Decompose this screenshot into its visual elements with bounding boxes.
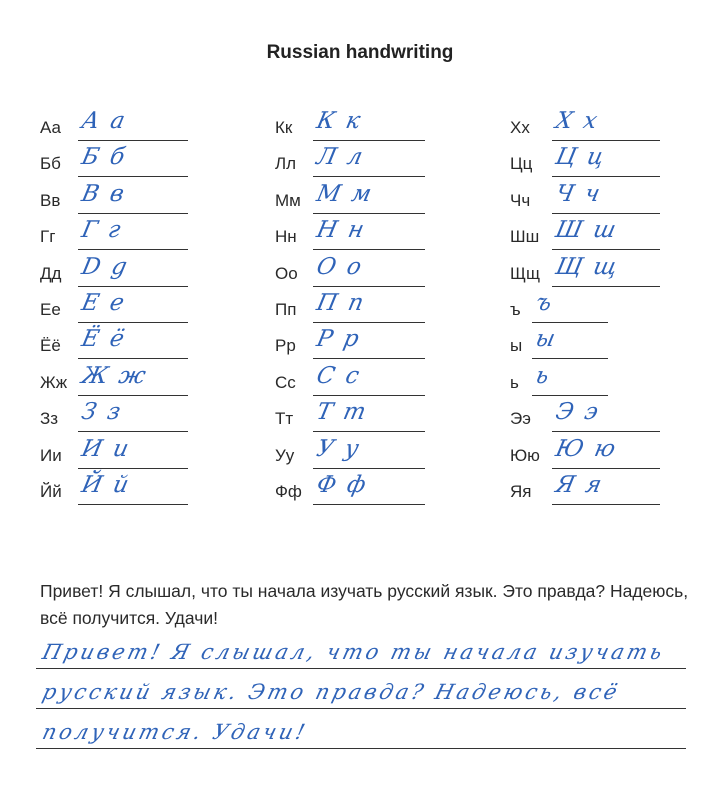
printed-letter: Дд xyxy=(40,263,62,283)
printed-letter: Фф xyxy=(275,481,302,501)
printed-letter: Нн xyxy=(275,227,297,247)
handwritten-line-1: Привет! Я слышал, что ты начала изучать xyxy=(40,640,668,664)
writing-line xyxy=(78,431,188,432)
writing-line xyxy=(552,468,660,469)
writing-line xyxy=(78,140,188,141)
writing-line xyxy=(313,176,425,177)
handwritten-letter: К к xyxy=(314,108,365,134)
printed-letter: Йй xyxy=(40,481,62,501)
writing-line xyxy=(313,504,425,505)
page-title: Russian handwriting xyxy=(266,42,454,63)
letter-row xyxy=(275,471,505,516)
handwritten-letter: У у xyxy=(314,435,364,462)
letter-row xyxy=(275,362,505,407)
writing-line xyxy=(78,322,188,323)
handwritten-letter: Й й xyxy=(79,471,133,498)
writing-line xyxy=(552,213,660,214)
letter-row xyxy=(275,326,505,370)
letter-row xyxy=(510,144,720,188)
handwritten-letter: М м xyxy=(314,180,376,207)
writing-line xyxy=(552,504,660,505)
handwritten-letter: А а xyxy=(79,108,130,134)
writing-line xyxy=(313,431,425,432)
alphabet-column-2 xyxy=(275,108,505,516)
handwriting-underline xyxy=(36,668,686,669)
printed-letter: Жж xyxy=(40,372,68,392)
alphabet-column-3 xyxy=(510,108,720,516)
handwritten-letter: Ш ш xyxy=(553,217,621,244)
handwritten-letter: Н н xyxy=(314,217,369,244)
printed-letter: Лл xyxy=(275,154,297,174)
writing-line xyxy=(313,140,425,141)
letter-row xyxy=(40,326,270,370)
handwritten-letter: Ч ч xyxy=(553,180,605,207)
handwritten-letter: Ё ё xyxy=(79,326,129,353)
handwriting-underline xyxy=(36,748,686,749)
writing-line xyxy=(78,213,188,214)
letter-row xyxy=(510,471,720,516)
writing-line xyxy=(78,286,188,287)
writing-line xyxy=(78,176,188,177)
letter-row xyxy=(275,399,505,443)
handwritten-letter: И и xyxy=(79,435,133,462)
letter-row xyxy=(275,289,505,334)
writing-line xyxy=(532,322,608,323)
handwritten-letter: П п xyxy=(314,289,368,316)
printed-letter: Юю xyxy=(510,445,540,465)
writing-line xyxy=(552,176,660,177)
printed-letter: Ии xyxy=(40,445,62,465)
handwritten-letter: Ц ц xyxy=(553,144,609,171)
printed-letter: Ее xyxy=(40,299,61,319)
letter-row xyxy=(40,435,270,480)
handwritten-letter: ы xyxy=(533,326,560,353)
writing-line xyxy=(313,286,425,287)
writing-line xyxy=(78,395,188,396)
handwritten-line-3: получится. Удачи! xyxy=(40,720,311,744)
writing-line xyxy=(313,395,425,396)
handwritten-letter: Э э xyxy=(553,399,603,426)
writing-line xyxy=(313,358,425,359)
handwritten-letter: З з xyxy=(79,399,125,426)
letter-row xyxy=(510,435,720,480)
letter-row xyxy=(40,144,270,188)
writing-line xyxy=(313,249,425,250)
writing-line xyxy=(532,358,608,359)
printed-paragraph: Привет! Я слышал, что ты начала изучать русский язык. Это правда? Надеюсь, всё получится. Удачи! xyxy=(40,581,689,628)
writing-line xyxy=(532,395,608,396)
letter-row xyxy=(40,217,270,261)
writing-line xyxy=(78,468,188,469)
printed-letter: Гг xyxy=(40,227,56,247)
printed-letter: ь xyxy=(510,372,519,392)
writing-line xyxy=(313,322,425,323)
handwritten-letter: В в xyxy=(79,180,129,207)
letter-row xyxy=(40,362,270,407)
letter-row xyxy=(275,144,505,188)
handwritten-letter: Я я xyxy=(553,471,606,498)
printed-letter: ы xyxy=(510,336,523,356)
handwritten-letter: Е е xyxy=(79,289,129,316)
printed-letter: Мм xyxy=(275,190,301,210)
writing-line xyxy=(552,140,660,141)
handwritten-letter: С с xyxy=(314,362,364,389)
writing-line xyxy=(552,249,660,250)
letter-row xyxy=(275,253,505,298)
printed-letter: Тт xyxy=(275,409,294,429)
writing-line xyxy=(552,286,660,287)
letter-row xyxy=(510,362,720,407)
writing-line xyxy=(78,358,188,359)
handwritten-letter: Р р xyxy=(314,326,364,353)
letter-row xyxy=(40,471,270,516)
handwritten-letter: Х х xyxy=(553,108,602,134)
printed-letter: Аа xyxy=(40,118,61,137)
handwritten-letter: Б б xyxy=(79,144,130,171)
handwritten-letter: ъ xyxy=(533,289,557,316)
printed-letter: Бб xyxy=(40,154,61,174)
handwritten-letter: Щ щ xyxy=(553,253,622,280)
letter-row xyxy=(275,435,505,480)
printed-letter: Зз xyxy=(40,409,59,429)
printed-letter: Кк xyxy=(275,118,293,137)
letter-row xyxy=(40,289,270,334)
printed-letter: ъ xyxy=(510,299,521,319)
handwritten-letter: Ю ю xyxy=(553,435,620,462)
letter-row xyxy=(275,217,505,261)
handwritten-letter: Ж ж xyxy=(79,362,151,389)
printed-letter: Сс xyxy=(275,372,296,392)
printed-letter: Яя xyxy=(510,481,532,501)
letter-row xyxy=(40,180,270,225)
printed-letter: Оо xyxy=(275,263,298,283)
handwritten-letter: Г г xyxy=(79,217,125,244)
printed-letter: Вв xyxy=(40,190,61,210)
letter-row xyxy=(510,108,720,152)
letter-row xyxy=(275,180,505,225)
printed-letter: Чч xyxy=(510,190,531,210)
writing-line xyxy=(78,504,188,505)
printed-letter: Щщ xyxy=(510,263,540,283)
letter-row xyxy=(275,108,505,152)
letter-row xyxy=(40,108,270,152)
writing-line xyxy=(313,468,425,469)
handwritten-letter: Т т xyxy=(314,399,371,426)
handwritten-letter: Ф ф xyxy=(314,471,371,498)
handwritten-letter: D g xyxy=(79,253,132,280)
writing-line xyxy=(552,431,660,432)
printed-letter: Ёё xyxy=(40,336,61,356)
letter-row xyxy=(40,399,270,443)
letter-row xyxy=(40,253,270,298)
handwritten-line-2: русский язык. Это правда? Надеюсь, всё xyxy=(40,680,623,704)
printed-letter: Цц xyxy=(510,154,533,174)
handwritten-letter: О о xyxy=(314,253,366,280)
writing-line xyxy=(78,249,188,250)
printed-letter: Ээ xyxy=(510,409,531,429)
printed-letter: Пп xyxy=(275,299,297,319)
printed-letter: Шш xyxy=(510,227,540,247)
alphabet-column-1 xyxy=(40,108,270,516)
handwritten-letter: Л л xyxy=(314,144,367,171)
printed-letter: Уу xyxy=(275,445,295,465)
handwritten-letter: ь xyxy=(533,362,554,389)
printed-letter: Хх xyxy=(510,118,530,137)
writing-line xyxy=(313,213,425,214)
handwriting-underline xyxy=(36,708,686,709)
printed-letter: Рр xyxy=(275,336,296,356)
